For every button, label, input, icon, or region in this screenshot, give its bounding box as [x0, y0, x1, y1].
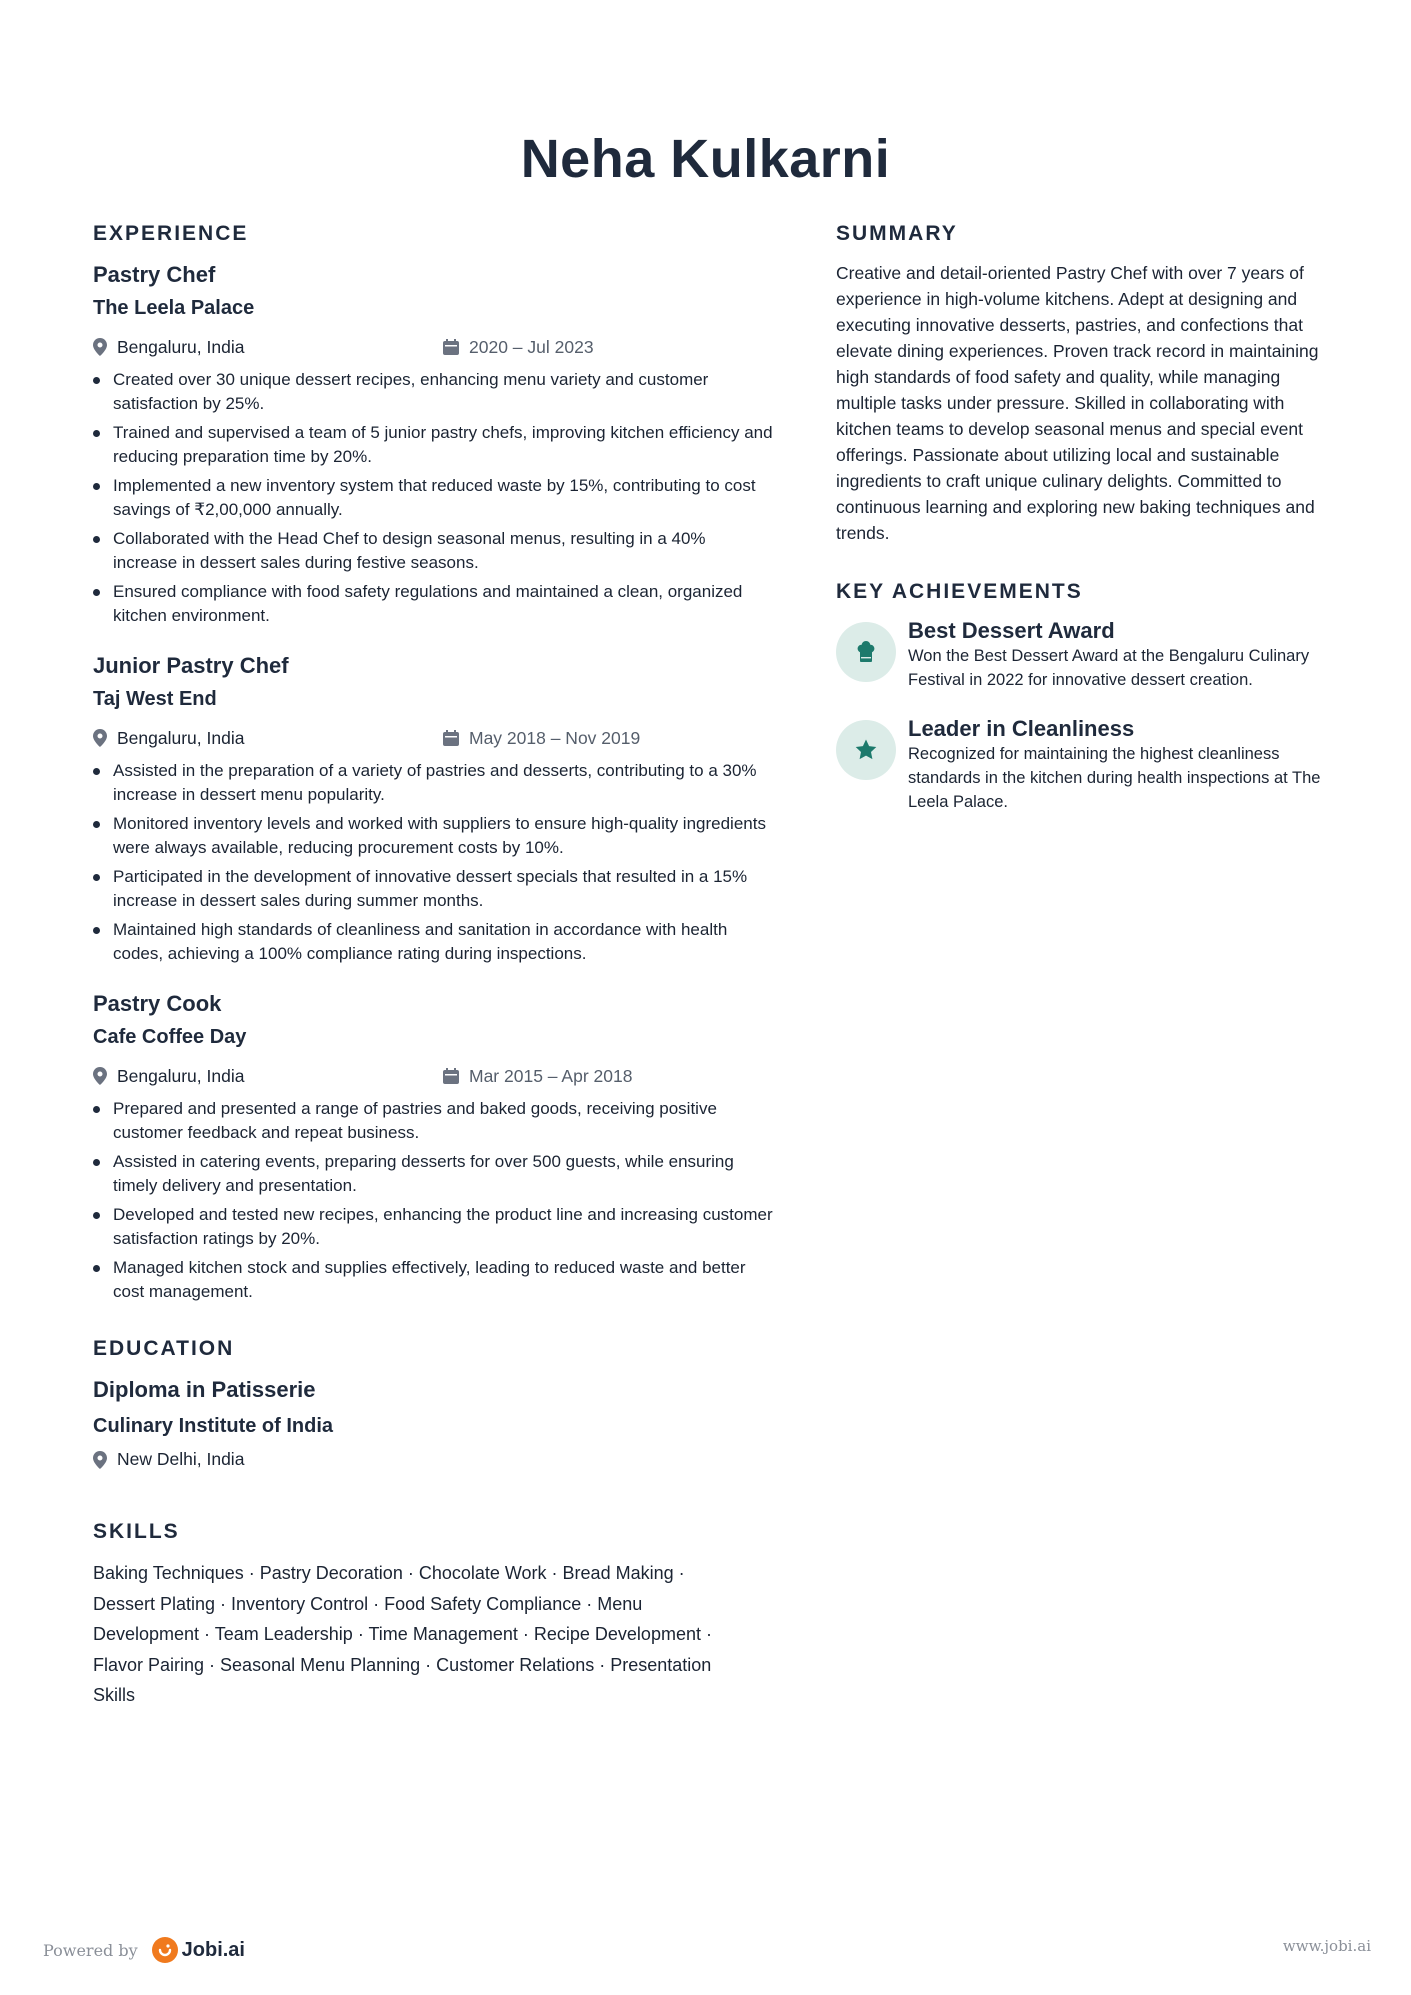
- job-dates-text: Mar 2015 – Apr 2018: [469, 1065, 633, 1086]
- job-bullets: [93, 368, 773, 627]
- skills-heading: SKILLS: [93, 1520, 180, 1543]
- job-bullet: Maintained high standards of cleanliness and sanitation in accordance with health codes, achieving a 100% compliance rating during inspections.: [93, 918, 773, 965]
- powered-by-label: Powered by: [43, 1940, 138, 1960]
- location-pin-icon: [93, 729, 107, 747]
- achievement-item: [836, 716, 1331, 814]
- job-bullet: Developed and tested new recipes, enhancing the product line and increasing customer satisfaction ratings by 20%.: [93, 1203, 773, 1250]
- job-company: Taj West End: [93, 688, 217, 710]
- job-company: Cafe Coffee Day: [93, 1026, 247, 1048]
- brand-logo[interactable]: [152, 1937, 245, 1963]
- summary-section: [836, 222, 1331, 546]
- job-entry: [93, 651, 773, 965]
- jobi-logo-icon: [152, 1937, 178, 1963]
- job-entry: [93, 260, 773, 627]
- job-bullet: Prepared and presented a range of pastries and baked goods, receiving positive customer feedback and repeat business.: [93, 1097, 773, 1144]
- job-bullet: Ensured compliance with food safety regulations and maintained a clean, organized kitchen environment.: [93, 580, 773, 627]
- achievement-body: [908, 618, 1331, 692]
- achievement-item: [836, 618, 1331, 692]
- experience-section: [93, 222, 773, 1303]
- job-dates: [443, 337, 594, 358]
- job-dates-text: 2020 – Jul 2023: [469, 336, 594, 357]
- chef-hat-icon: [836, 622, 896, 682]
- job-title: Pastry Cook: [93, 991, 222, 1016]
- calendar-icon: [443, 730, 459, 746]
- summary-heading: SUMMARY: [836, 222, 958, 245]
- candidate-name: Neha Kulkarni: [520, 129, 891, 189]
- job-location: [93, 728, 443, 749]
- job-bullet: Monitored inventory levels and worked with suppliers to ensure high-quality ingredients were always available, reducing procurement costs by 10%.: [93, 812, 773, 859]
- right-column: [836, 222, 1331, 814]
- job-bullets: [93, 759, 773, 965]
- education-heading: EDUCATION: [93, 1337, 235, 1360]
- location-pin-icon: [93, 1067, 107, 1085]
- job-entry: [93, 989, 773, 1303]
- job-bullet: Assisted in the preparation of a variety of pastries and desserts, contributing to a 30% increase in dessert menu popularity.: [93, 759, 773, 806]
- job-bullet: Participated in the development of innovative dessert specials that resulted in a 15% increase in dessert sales during summer months.: [93, 865, 773, 912]
- achievement-title: Leader in Cleanliness: [908, 716, 1135, 741]
- job-title: Junior Pastry Chef: [93, 653, 289, 678]
- job-meta: [93, 1064, 773, 1088]
- achievements-section: [836, 580, 1331, 814]
- skills-section: [93, 1520, 773, 1711]
- achievement-title: Best Dessert Award: [908, 618, 1115, 643]
- job-dates: [443, 1066, 632, 1087]
- job-bullet: Created over 30 unique dessert recipes, enhancing menu variety and customer satisfaction by 25%.: [93, 368, 773, 415]
- job-location: [93, 337, 443, 358]
- education-school: Culinary Institute of India: [93, 1415, 334, 1437]
- job-dates: [443, 728, 640, 749]
- achievement-description: Won the Best Dessert Award at the Bengaluru Culinary Festival in 2022 for innovative dessert creation.: [908, 647, 1310, 689]
- job-meta: [93, 335, 773, 359]
- job-bullet: Managed kitchen stock and supplies effectively, leading to reduced waste and better cost management.: [93, 1256, 773, 1303]
- job-bullet: Implemented a new inventory system that reduced waste by 15%, contributing to cost savings of ₹2,00,000 annually.: [93, 474, 773, 521]
- achievements-heading: KEY ACHIEVEMENTS: [836, 580, 1083, 603]
- achievement-description: Recognized for maintaining the highest cleanliness standards in the kitchen during health inspections at The Leela Palace.: [908, 745, 1321, 811]
- footer-url[interactable]: www.jobi.ai: [1282, 1937, 1371, 1955]
- skills-list: Baking Techniques · Pastry Decoration · Chocolate Work · Bread Making · Dessert Plating · Inventory Control · Food Safety Compliance · Menu Development · Team Leadership · Time Management · Recipe Development · Flavor Pairing · Seasonal Menu Planning · Customer Relations · Presentation Skills: [93, 1563, 712, 1705]
- education-degree: Diploma in Patisserie: [93, 1377, 316, 1402]
- brand-name: Jobi.ai: [181, 1938, 245, 1961]
- job-location-text: Bengaluru, India: [117, 1065, 245, 1086]
- left-column: [93, 222, 773, 1711]
- calendar-icon: [443, 339, 459, 355]
- job-bullet: Collaborated with the Head Chef to design seasonal menus, resulting in a 40% increase in dessert sales during festive seasons.: [93, 527, 773, 574]
- job-bullets: [93, 1097, 773, 1303]
- education-location-text: New Delhi, India: [117, 1449, 245, 1469]
- calendar-icon: [443, 1068, 459, 1084]
- job-location: [93, 1066, 443, 1087]
- education-section: [93, 1337, 773, 1470]
- location-pin-icon: [93, 338, 107, 356]
- achievement-body: [908, 716, 1331, 814]
- summary-text: Creative and detail-oriented Pastry Chef with over 7 years of experience in high-volume kitchens. Adept at designing and executing innovative desserts, pastries, and confections that elevate dining experiences. Proven track record in maintaining high standards of food safety and quality, while managing multiple tasks under pressure. Skilled in collaborating with kitchen teams to develop seasonal menus and special event offerings. Passionate about utilizing local and sustainable ingredients to craft unique culinary delights. Committed to continuous learning and exploring new baking techniques and trends.: [836, 263, 1319, 543]
- star-icon: [836, 720, 896, 780]
- education-location: [93, 1449, 773, 1470]
- job-location-text: Bengaluru, India: [117, 727, 245, 748]
- footer-powered-by: [43, 1937, 245, 1963]
- job-dates-text: May 2018 – Nov 2019: [469, 727, 641, 748]
- job-company: The Leela Palace: [93, 297, 255, 319]
- job-title: Pastry Chef: [93, 262, 216, 287]
- job-bullet: Assisted in catering events, preparing desserts for over 500 guests, while ensuring timely delivery and presentation.: [93, 1150, 773, 1197]
- job-location-text: Bengaluru, India: [117, 336, 245, 357]
- job-meta: [93, 726, 773, 750]
- location-pin-icon: [93, 1451, 107, 1469]
- job-bullet: Trained and supervised a team of 5 junior pastry chefs, improving kitchen efficiency and reducing preparation time by 20%.: [93, 421, 773, 468]
- experience-heading: EXPERIENCE: [93, 222, 249, 245]
